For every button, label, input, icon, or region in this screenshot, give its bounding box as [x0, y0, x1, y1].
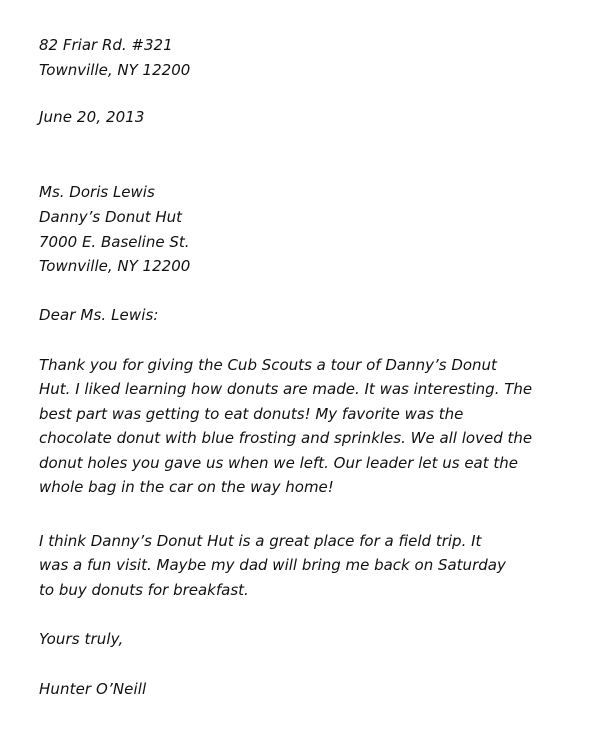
signature: Hunter O’Neill	[39, 680, 147, 698]
paragraph-line: to buy donuts for breakfast.	[39, 580, 249, 599]
paragraph-line: chocolate donut with blue frosting and sprinkles. We all loved the	[39, 429, 533, 448]
paragraph-line: was a fun visit. Maybe my dad will bring me back on Saturday	[39, 556, 506, 575]
salutation: Dear Ms. Lewis:	[39, 306, 159, 324]
recipient-company: Danny’s Donut Hut	[39, 207, 183, 226]
paragraph-line: best part was getting to eat donuts! My favorite was the	[39, 404, 464, 423]
body-paragraph-2	[39, 529, 506, 602]
sender-street: 82 Friar Rd. #321	[39, 36, 173, 54]
sender-address	[39, 33, 190, 83]
paragraph-line: Hut. I liked learning how donuts are made. It was interesting. The	[39, 380, 533, 399]
sender-city: Townville, NY 12200	[39, 60, 191, 79]
paragraph-line: donut holes you gave us when we left. Our leader let us eat the	[39, 453, 519, 472]
paragraph-line: I think Danny’s Donut Hut is a great place for a field trip. It	[39, 532, 482, 550]
recipient-street: 7000 E. Baseline St.	[39, 232, 190, 251]
recipient-name: Ms. Doris Lewis	[39, 183, 155, 201]
body-paragraph-1	[39, 353, 532, 499]
recipient-city: Townville, NY 12200	[39, 257, 191, 276]
paragraph-line: whole bag in the car on the way home!	[39, 478, 334, 497]
closing: Yours truly,	[39, 630, 124, 648]
letter-date: June 20, 2013	[39, 108, 145, 126]
recipient-address	[39, 180, 190, 279]
paragraph-line: Thank you for giving the Cub Scouts a tour of Danny’s Donut	[39, 356, 497, 374]
